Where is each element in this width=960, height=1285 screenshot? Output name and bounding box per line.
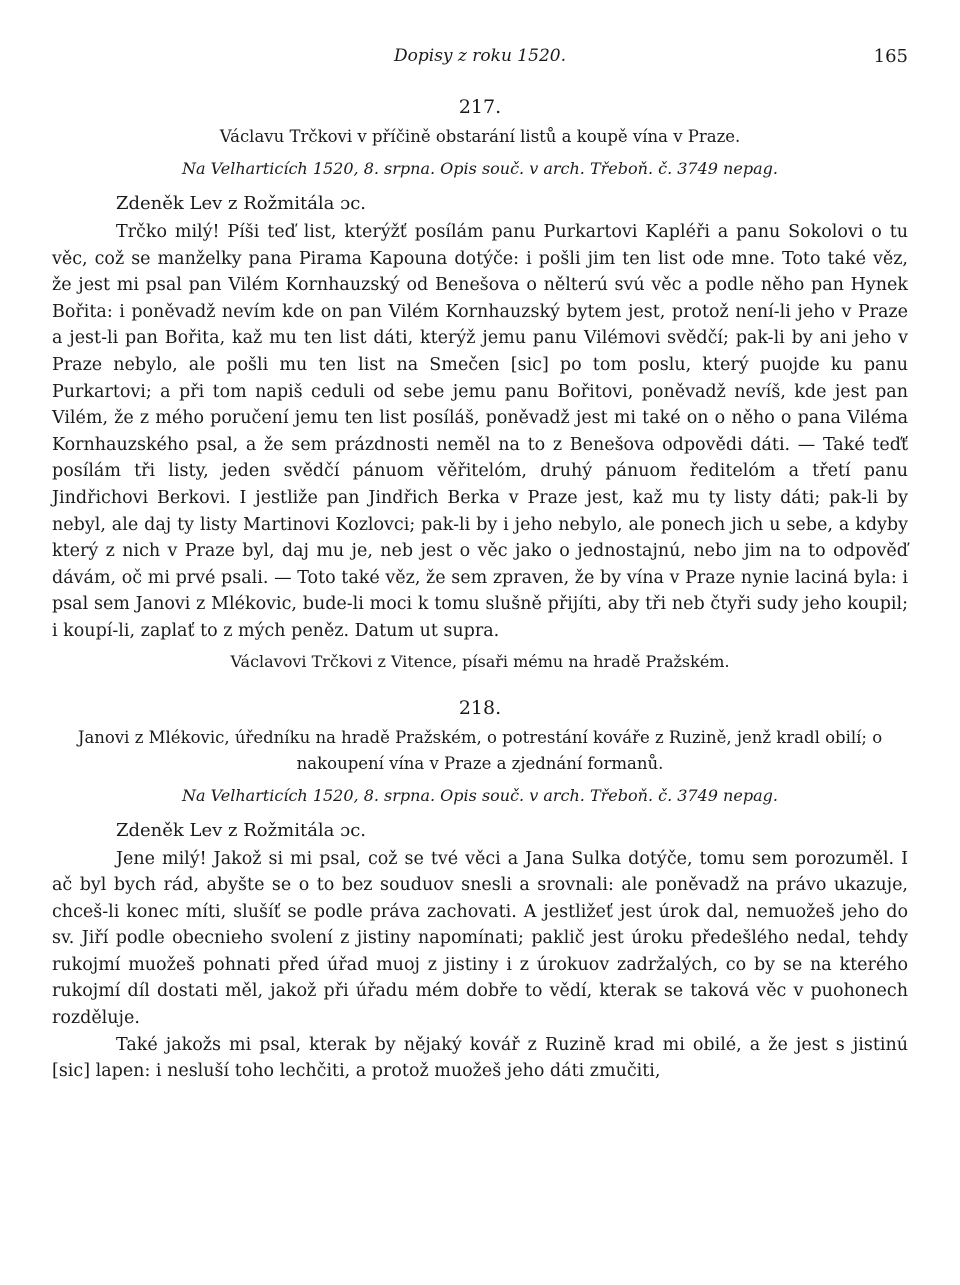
- letter-body-paragraph: Jene milý! Jakož si mi psal, což se tvé věci a Jana Sulka dotýče, tomu sem porozuměl. I ač byl bych rád, abyšte se o to bez souduov snesli a srovnali: ale poněvadž na právo ukazuje, chceš-li konec míti, slušíť se podle práva zachovati. A jestližeť jest úrok dal, nemuožeš jeho do sv. Jiří podle obecnieho svolení z jistiny napomínati; paklič jest úroku předešlého nedal, tehdy rukojmí muožeš pohnati před úřad muoj z jistiny i z úrokuov zadržalých, co by se na kterého rukojmí díl dostati měl, jakož při úřadu mém dobře to vědí, kterak se taková věc v puohonech rozděluje.: [52, 848, 908, 1029]
- letter-summary: Václavu Trčkovi v příčině obstarání listů a koupě vína v Praze.: [219, 127, 741, 146]
- letter-number: 218.: [458, 696, 502, 719]
- running-title: Dopisy z roku 1520.: [394, 46, 566, 66]
- page-number: 165: [873, 46, 908, 67]
- book-page: [52, 38, 908, 1085]
- letter-summary: Janovi z Mlékovic, úředníku na hradě Pražském, o potrestání kováře z Ruzině, jenž kradl obilí; o nakoupení vína v Praze a zjednání formanů.: [77, 727, 883, 773]
- letter-address: Václavovi Trčkovi z Vitence, písaři mému na hradě Pražském.: [230, 651, 730, 671]
- letter-sender: Zdeněk Lev z Rožmitála ɔc.: [116, 819, 367, 841]
- letter-source: Na Velharticích 1520, 8. srpna. Opis souč. v arch. Třeboň. č. 3749 nepag.: [182, 785, 778, 805]
- running-head: [52, 38, 908, 74]
- letter-218: [52, 697, 908, 1085]
- letter-body: Trčko milý! Píši teď list, kterýžť posílám panu Purkartovi Kapléři a panu Sokolovi o tu věc, což se manželky pana Pirama Kapouna dotýče: i pošli jim ten list ode mne. Toto také věz, že jest mi psal pan Vilém Kornhauzský od Benešova o nělterú svú věc a podle něho pan Hynek Bořita: i poněvadž nevím kde on pan Vilém Kornhauzský bytem jest, protož není-li jeho v Praze a jest-li pan Bořita, kaž mu ten list dáti, kterýž jemu panu Vilémovi svědčí; pak-li by ani jeho v Praze nebylo, ale pošli mu ten list na Smečen [sic] po tom poslu, který puojde ku panu Purkartovi; a při tom napiš ceduli od sebe jemu panu Bořitovi, poněvadž nevíš, kde jest pan Vilém, že z mého poručení jemu ten list posíláš, poněvadž jest mi také on o něho o pana Viléma Kornhauzského psal, a že sem prázdnosti neměl na to z Benešova odpovědi dáti. — Také teďť posílám tři listy, jeden svědčí pánuom věřitelóm, druhý pánuom ředitelóm a třetí panu Jindřichovi Berkovi. I jestliže pan Jindřich Berka v Praze jest, kaž mu ty listy dáti; pak-li by nebyl, ale daj ty listy Martinovi Kozlovci; pak-li by i jeho nebylo, ale ponech jich u sebe, a kdyby který z nich v Praze byl, daj mu je, neb jest o věc jako o jednostajnú, nebo jim na to odpověď dávám, oč mi prvé psali. — Toto také věz, že sem zpraven, že by vína v Praze nynie laciná byla: i psal sem Janovi z Mlékovic, bude-li moci k tomu slušně přijíti, aby tři neb čtyři sudy jeho koupil; i koupí-li, zaplať to z mých peněz. Datum ut supra.: [52, 222, 908, 641]
- letter-217: [52, 96, 908, 675]
- letter-number: 217.: [458, 96, 502, 118]
- letter-source: Na Velharticích 1520, 8. srpna. Opis souč. v arch. Třeboň. č. 3749 nepag.: [182, 159, 778, 178]
- letter-body-paragraph: Také jakožs mi psal, kterak by nějaký kovář z Ruzině krad mi obilé, a že jest s jistinú [sic] lapen: i nesluší toho lechčiti, a protož muožeš jeho dáti zmučiti,: [52, 1034, 908, 1082]
- letter-sender: Zdeněk Lev z Rožmitála ɔc.: [116, 193, 367, 214]
